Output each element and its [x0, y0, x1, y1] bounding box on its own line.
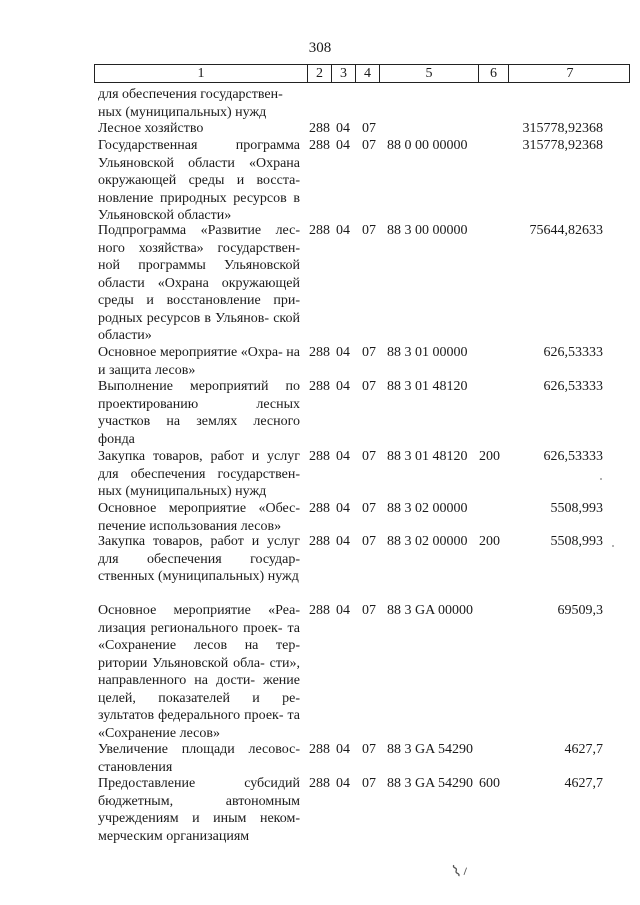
row-rz: 04 — [336, 138, 350, 153]
row-rz: 04 — [336, 345, 350, 360]
row-csr: 88 3 01 48120 — [387, 379, 468, 394]
row-ved: 288 — [309, 534, 330, 549]
row-sum: 75644,82633 — [529, 223, 603, 238]
row-rz: 04 — [336, 379, 350, 394]
header-col-2: 2 — [307, 65, 331, 82]
row-sum: 315778,92368 — [522, 138, 603, 153]
row-name-line-2: ных (муниципальных) нужд — [98, 104, 267, 120]
row-name: Закупка товаров, работ и услуг для обеспечения государствен- ных (муниципальных) нужд — [98, 449, 300, 499]
row-csr: 88 0 00 00000 — [387, 138, 468, 153]
scan-speck — [612, 545, 614, 547]
row-name: Выполнение мероприятий по проектированию лесных участков на землях лесного фонда — [98, 379, 300, 447]
row-pr: 07 — [362, 138, 376, 153]
row-pr: 07 — [362, 449, 376, 464]
row-pr: 07 — [362, 603, 376, 618]
row-ved: 288 — [309, 121, 330, 136]
row-name: Подпрограмма «Развитие лес- ного хозяйства» государствен- ной программы Ульяновской области «Охрана окружающей среды и восстановление при- родных ресурсов в Ульянов- ской области» — [98, 223, 300, 343]
row-csr: 88 3 GA 54290 — [387, 742, 473, 757]
row-name: Основное мероприятие «Обес- печение использования лесов» — [98, 501, 300, 534]
row-sum: 626,53333 — [543, 379, 603, 394]
row-pr: 07 — [362, 345, 376, 360]
row-csr: 88 3 00 00000 — [387, 223, 468, 238]
row-vr: 600 — [479, 776, 500, 791]
row-ved: 288 — [309, 742, 330, 757]
row-rz: 04 — [336, 742, 350, 757]
row-rz: 04 — [336, 449, 350, 464]
row-pr: 07 — [362, 223, 376, 238]
row-sum: 315778,92368 — [522, 121, 603, 136]
row-name: Закупка товаров, работ и услуг для обеспечения государ- ственных (муниципальных) нужд — [98, 534, 300, 584]
header-col-3: 3 — [331, 65, 355, 82]
row-ved: 288 — [309, 776, 330, 791]
row-csr: 88 3 GA 00000 — [387, 603, 473, 618]
row-pr: 07 — [362, 501, 376, 516]
row-csr: 88 3 GA 54290 — [387, 776, 473, 791]
row-sum: 4627,7 — [564, 742, 603, 757]
row-rz: 04 — [336, 603, 350, 618]
row-sum: 626,53333 — [543, 449, 603, 464]
row-csr: 88 3 02 00000 — [387, 534, 468, 549]
row-rz: 04 — [336, 534, 350, 549]
row-name-line-1: для обеспечения государствен- — [98, 87, 283, 102]
row-sum: 4627,7 — [564, 776, 603, 791]
row-sum: 5508,993 — [550, 534, 603, 549]
header-col-6: 6 — [478, 65, 508, 82]
row-name: Государственная программа Ульяновской области «Охрана окружающей среды и восста- новление природных ресурсов в Ульяновской области» — [98, 138, 300, 223]
row-rz: 04 — [336, 223, 350, 238]
row-ved: 288 — [309, 501, 330, 516]
row-name: Основное мероприятие «Реа- лизация регионального проек- та «Сохранение лесов на тер- ритории Ульяновской обла- сти», направленного на дости- жение целей, показателей и ре- зультатов федерального проек- та «Сохранение лесов» — [98, 603, 300, 741]
row-sum: 626,53333 — [543, 345, 603, 360]
row-name — [98, 86, 300, 121]
row-rz: 04 — [336, 776, 350, 791]
row-ved: 288 — [309, 138, 330, 153]
row-pr: 07 — [362, 379, 376, 394]
row-csr: 88 3 01 48120 — [387, 449, 468, 464]
header-col-7: 7 — [508, 65, 631, 82]
row-name: Лесное хозяйство — [98, 121, 204, 136]
page-number: 308 — [308, 40, 332, 56]
row-pr: 07 — [362, 776, 376, 791]
row-pr: 07 — [362, 534, 376, 549]
row-sum: 69509,3 — [557, 603, 603, 618]
header-col-5: 5 — [379, 65, 478, 82]
table-header — [94, 64, 630, 83]
row-name: Увеличение площади лесовос- становления — [98, 742, 300, 775]
row-rz: 04 — [336, 501, 350, 516]
row-ved: 288 — [309, 379, 330, 394]
row-vr: 200 — [479, 534, 500, 549]
row-csr: 88 3 02 00000 — [387, 501, 468, 516]
row-ved: 288 — [309, 603, 330, 618]
row-name: Предоставление субсидий бюджетным, автономным учреждениям и иным неком- мерческим организациям — [98, 776, 300, 844]
header-col-1: 1 — [197, 66, 205, 81]
row-name: Основное мероприятие «Охра- на и защита лесов» — [98, 345, 300, 378]
scan-speck — [600, 478, 602, 480]
row-ved: 288 — [309, 345, 330, 360]
row-csr: 88 3 01 00000 — [387, 345, 468, 360]
header-col-4: 4 — [355, 65, 379, 82]
row-vr: 200 — [479, 449, 500, 464]
row-rz: 04 — [336, 121, 350, 136]
row-pr: 07 — [362, 742, 376, 757]
row-ved: 288 — [309, 223, 330, 238]
row-ved: 288 — [309, 449, 330, 464]
row-pr: 07 — [362, 121, 376, 136]
row-sum: 5508,993 — [550, 501, 603, 516]
handwritten-mark: ⌇⸝ — [448, 857, 472, 882]
